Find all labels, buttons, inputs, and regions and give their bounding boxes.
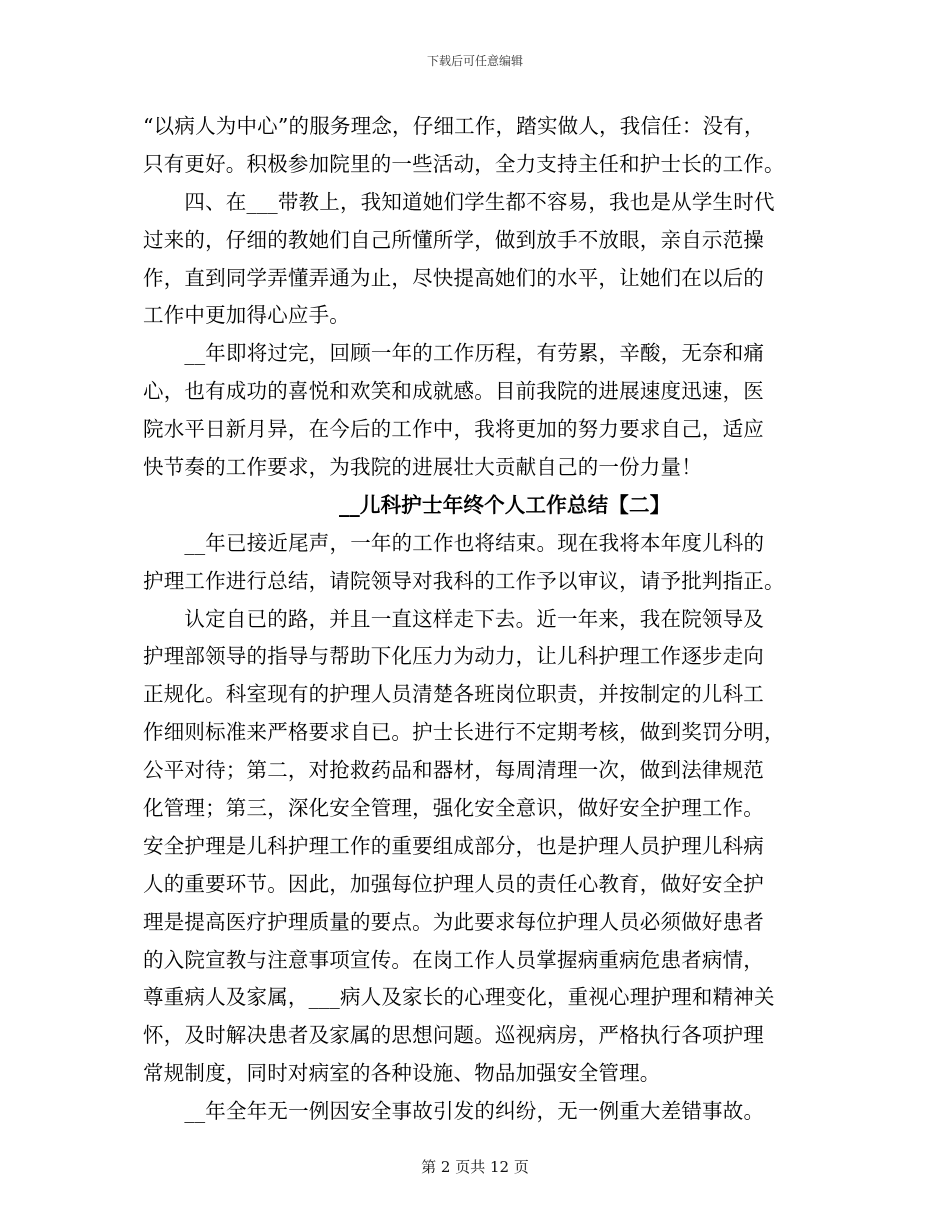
text-line: 常规制度，同时对病室的各种设施、物品加强安全管理。	[143, 1061, 661, 1086]
text-line: 护理部领导的指导与帮助下化压力为动力，让儿科护理工作逐步走向	[143, 644, 764, 669]
text-line: 认定自已的路，并且一直这样走下去。近一年来，我在院领导及	[143, 606, 764, 631]
text-line: 尊重病人及家属，___病人及家长的心理变化，重视心理护理和精神关	[143, 985, 775, 1010]
text-line: 过来的，仔细的教她们自己所懂所学，做到放手不放眼，亲自示范操	[143, 227, 764, 252]
text-line: 院水平日新月异，在今后的工作中，我将更加的努力要求自己，适应	[143, 417, 764, 442]
text-line: 怀，及时解决患者及家属的思想问题。巡视病房，严格执行各项护理	[143, 1023, 764, 1048]
text-line: 快节奏的工作要求，为我院的进展壮大贡献自己的一份力量！	[143, 455, 702, 480]
text-line: 工作中更加得心应手。	[143, 303, 350, 328]
text-line: 的入院宣教与注意事项宣传。在岗工作人员掌握病重病危患者病情，	[143, 947, 764, 972]
text-line: “以病人为中心”的服务理念，仔细工作，踏实做人，我信任：没有，	[143, 114, 765, 138]
text-line: 理是提高医疗护理质量的要点。为此要求每位护理人员必须做好患者	[143, 909, 764, 934]
text-line: 四、在___带教上，我知道她们学生都不容易，我也是从学生时代	[143, 189, 775, 214]
text-line: 作，直到同学弄懂弄通为止，尽快提高她们的水平，让她们在以后的	[143, 265, 764, 290]
text-line: __年即将过完，回顾一年的工作历程，有劳累，辛酸，无奈和痛	[143, 341, 765, 366]
text-line: __年已接近尾声，一年的工作也将结束。现在我将本年度儿科的	[143, 530, 765, 555]
document-body	[143, 108, 808, 1131]
page-header-note: 下载后可任意编辑	[426, 54, 523, 68]
text-line: 安全护理是儿科护理工作的重要组成部分，也是护理人员护理儿科病	[143, 833, 764, 858]
text-line: 护理工作进行总结，请院领导对我科的工作予以审议，请予批判指正。	[143, 568, 785, 593]
text-line: 作细则标准来严格要求自已。护士长进行不定期考核，做到奖罚分明，	[143, 720, 785, 745]
section-title: __儿科护士年终个人工作总结【二】	[339, 492, 671, 517]
text-line: 公平对待；第二，对抢救药品和器材，每周清理一次，做到法律规范	[143, 758, 764, 783]
text-line: 心，也有成功的喜悦和欢笑和成就感。目前我院的进展速度迅速，医	[143, 379, 764, 404]
page-number-footer: 第 2 页共 12 页	[421, 1158, 529, 1176]
text-line: 化管理；第三，深化安全管理，强化安全意识，做好安全护理工作。	[143, 796, 764, 821]
text-line: 正规化。科室现有的护理人员清楚各班岗位职责，并按制定的儿科工	[143, 682, 764, 707]
text-line: 人的重要环节。因此，加强每位护理人员的责任心教育，做好安全护	[143, 871, 764, 896]
text-line: __年全年无一例因安全事故引发的纠纷，无一例重大差错事故。	[143, 1099, 765, 1124]
text-line: 只有更好。积极参加院里的一些活动，全力支持主任和护士长的工作。	[143, 151, 785, 176]
